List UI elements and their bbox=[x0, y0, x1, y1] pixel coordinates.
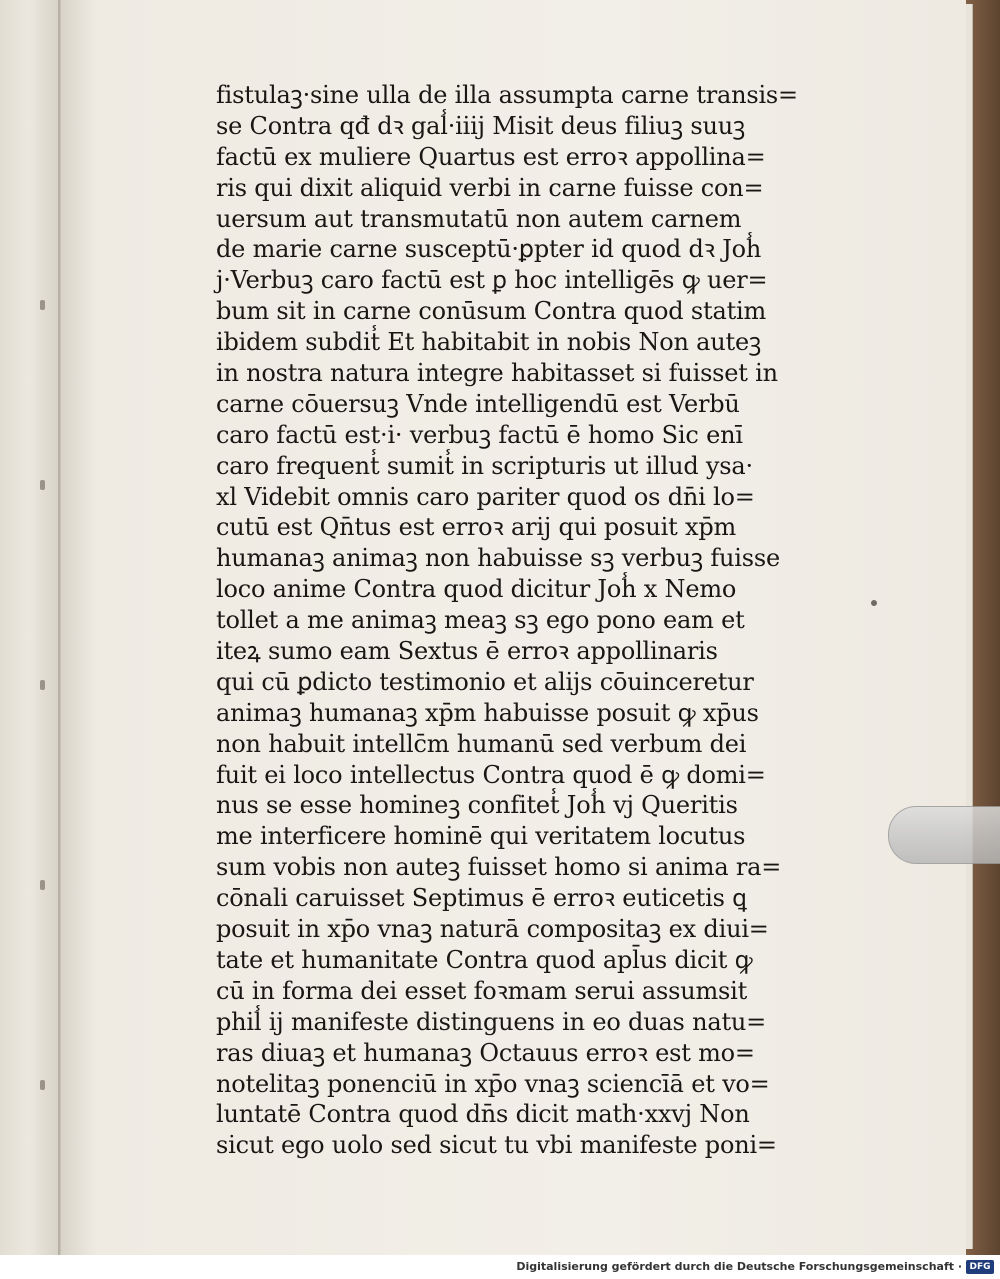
text-line: tate et humanitate Contra quod apl̄us dicit ꝙ bbox=[216, 945, 753, 974]
digitization-footer bbox=[0, 1255, 1000, 1279]
text-line: bum sit in carne conūsum Contra quod statim bbox=[216, 297, 767, 326]
text-line: uersum aut transmutatū non autem carnem bbox=[216, 204, 742, 233]
text-line: cutū est Qn̄tus est erroꝛ arij qui posuit xp̄m bbox=[216, 513, 737, 542]
text-line: cōnali caruisset Septimus ē erroꝛ euticetis ꝗ bbox=[216, 884, 747, 913]
text-line: luntatē Contra quod dn̄s dicit math·xxvj Non bbox=[216, 1100, 750, 1129]
text-line: me interficere hominē qui veritatem locutus bbox=[216, 822, 746, 851]
text-line: nus se esse homineꝫ confitet̾ Joh̾ vj Queritis bbox=[216, 791, 738, 820]
footer-credit: Digitalisierung gefördert durch die Deutsche Forschungsgemeinschaft · bbox=[516, 1260, 962, 1273]
text-line: de marie carne susceptū·ꝑpter id quod dꝛ Joh̾ bbox=[216, 235, 762, 264]
binding-stitch bbox=[40, 680, 45, 690]
text-line: animaꝫ humanaꝫ xp̄m habuisse posuit ꝙ xp̄us bbox=[216, 698, 759, 727]
text-line: ras diuaꝫ et humanaꝫ Octauus erroꝛ est mo= bbox=[216, 1038, 755, 1067]
binding-stitch bbox=[40, 1080, 45, 1090]
text-line: qui cū ꝑdicto testimonio et alijs cōuinceretur bbox=[216, 667, 754, 696]
left-page-edge bbox=[0, 0, 60, 1255]
text-line: xl Videbit omnis caro pariter quod os dn̄i lo= bbox=[216, 482, 755, 511]
binding-stitch bbox=[40, 300, 45, 310]
text-line: ibidem subdit̾ Et habitabit in nobis Non auteꝫ bbox=[216, 328, 762, 357]
text-line: carne cōuersuꝫ Vnde intelligendū est Verbū bbox=[216, 389, 740, 418]
text-line: tollet a me animaꝫ meaꝫ sꝫ ego pono eam et bbox=[216, 606, 745, 635]
text-line: caro factū est·i· verbuꝫ factū ē homo Sic enī bbox=[216, 420, 743, 449]
text-line: fistulaꝫ·sine ulla de illa assumpta carne transis= bbox=[216, 81, 798, 109]
text-line: se Contra qđ dꝛ gal̾·iiij Misit deus filiuꝫ suuꝫ bbox=[216, 111, 746, 140]
text-line: factū ex muliere Quartus est erroꝛ appollina= bbox=[216, 142, 766, 171]
text-line: phil̾ ij manifeste distinguens in eo duas natu= bbox=[216, 1007, 767, 1036]
paper-spot bbox=[871, 600, 877, 606]
text-line: non habuit intellc̄m humanū sed verbum dei bbox=[216, 729, 747, 758]
plastic-page-clip bbox=[888, 806, 1000, 864]
text-line: sum vobis non auteꝫ fuisset homo si anima ra= bbox=[216, 853, 782, 882]
text-line: humanaꝫ animaꝫ non habuisse sꝫ verbuꝫ fuisse bbox=[216, 544, 780, 573]
incunabula-text-block bbox=[216, 80, 798, 1161]
text-line: ris qui dixit aliquid verbi in carne fuisse con= bbox=[216, 173, 764, 202]
text-line: sicut ego uolo sed sicut tu vbi manifeste poni= bbox=[216, 1131, 777, 1160]
dfg-logo: DFG bbox=[966, 1260, 994, 1274]
text-line: j·Verbuꝫ caro factū est ꝑ hoc intelligēs ꝙ uer= bbox=[216, 266, 768, 295]
text-line: posuit in xp̄o vnaꝫ naturā compositaꝫ ex diui= bbox=[216, 915, 769, 944]
text-line: loco anime Contra quod dicitur Joh̾ x Nemo bbox=[216, 575, 737, 604]
text-line: cū in forma dei esset foꝛmam serui assumsit bbox=[216, 976, 748, 1005]
text-line: iteꝝ sumo eam Sextus ē erroꝛ appollinaris bbox=[216, 637, 718, 666]
text-line: notelitaꝫ ponenciū in xp̄o vnaꝫ sciencīā et vo= bbox=[216, 1069, 770, 1098]
text-line: caro frequent̾ sumit̾ in scripturis ut illud ysa· bbox=[216, 451, 753, 480]
text-line: in nostra natura integre habitasset si fuisset in bbox=[216, 359, 778, 388]
binding-stitch bbox=[40, 880, 45, 890]
binding-stitch bbox=[40, 480, 45, 490]
page-stack-edge bbox=[966, 4, 973, 1249]
bleed-through-text bbox=[110, 90, 200, 1090]
text-line: fuit ei loco intellectus Contra quod ē ꝙ domi= bbox=[216, 760, 766, 789]
